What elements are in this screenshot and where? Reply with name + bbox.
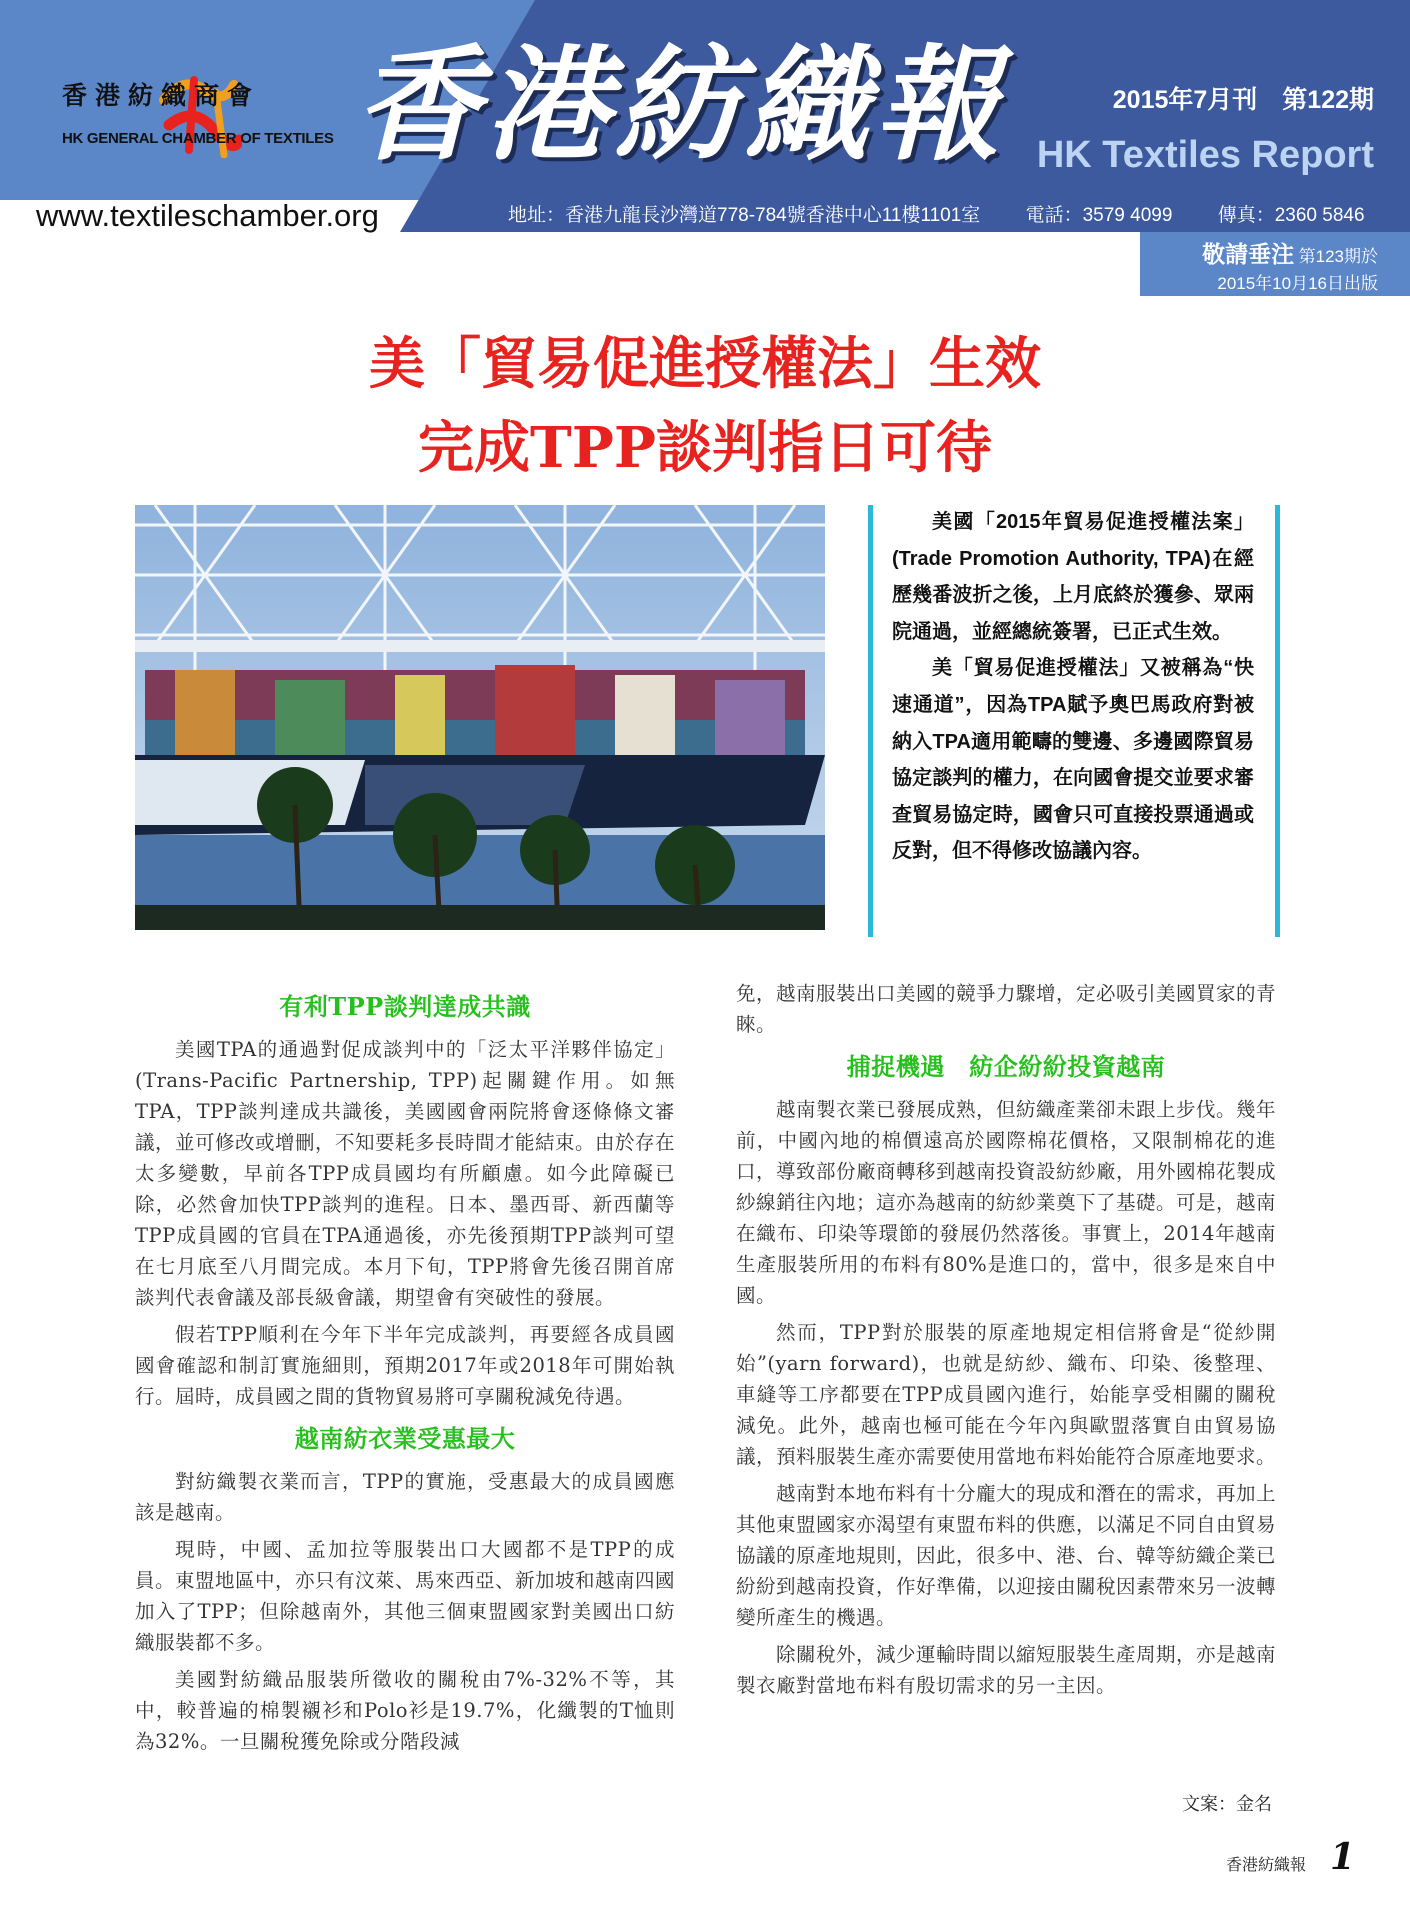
container-port-photo [135, 505, 825, 930]
article-paragraph: 然而，TPP對於服裝的原產地規定相信將會是“從紗開始”(yarn forward)，也就是紡紗、織布、印染、後整理、車縫等工序都要在TPP成員國內進行，始能享受相關的關稅減免。此外，越南也極可能在今年內與歐盟落實自由貿易協議，預料服裝生產亦需要使用當地布料始能符合原產地要求。 [736, 1321, 1277, 1468]
notice-line1: 第123期於 [1298, 247, 1378, 266]
page-number: 1 [1330, 1836, 1356, 1878]
fax-text: 傳真：2360 5846 [1217, 205, 1365, 226]
article-paragraph: 現時，中國、孟加拉等服裝出口大國都不是TPP的成員。東盟地區中，亦只有汶萊、馬來西亞、新加坡和越南四國加入了TPP；但除越南外，其他三個東盟國家對美國出口紡織服裝都不多。 [135, 1538, 676, 1654]
next-issue-notice [1118, 236, 1378, 296]
website-link[interactable]: www.textileschamber.org [36, 198, 379, 233]
masthead-title: 香港紡織報 [355, 33, 1006, 178]
footer-paper-name: 香港紡織報 [1226, 1855, 1307, 1874]
issue-label: 2015年7月刊 第122期 [1112, 86, 1374, 114]
headline-line2: 完成TPP談判指日可待 [418, 415, 992, 481]
section-heading-1: 有利TPP談判達成共識 [279, 992, 531, 1021]
logo-english-name: HK GENERAL CHAMBER OF TEXTILES [62, 130, 334, 147]
article-paragraph-continued: 免，越南服裝出口美國的競爭力驟增，定必吸引美國買家的青睞。 [736, 982, 1277, 1036]
headline-line1: 美「貿易促進授權法」生效 [369, 331, 1041, 397]
notice-label: 敬請垂注 [1202, 241, 1295, 267]
byline: 文案：金名 [1182, 1794, 1272, 1815]
article-column-left [135, 980, 675, 1763]
intro-right-bar [1275, 505, 1280, 937]
address-text: 地址：香港九龍長沙灣道778-784號香港中心11樓1101室 [508, 205, 981, 226]
intro-summary [892, 504, 1254, 870]
phone-text: 電話：3579 4099 [1025, 205, 1173, 226]
article-paragraph: 對紡織製衣業而言，TPP的實施，受惠最大的成員國應該是越南。 [135, 1470, 675, 1524]
logo-chinese-name: 香港紡織商會 [62, 81, 261, 110]
section-heading-2: 越南紡衣業受惠最大 [294, 1424, 516, 1453]
article-column-right [736, 978, 1276, 1707]
english-title: HK Textiles Report [1036, 134, 1374, 176]
article-paragraph: 假若TPP順利在今年下半年完成談判，再要經各成員國國會確認和制訂實施細則，預期2017年或2018年可開始執行。屆時，成員國之間的貨物貿易將可享關稅減免待遇。 [135, 1323, 675, 1408]
article-paragraph: 除關稅外，減少運輸時間以縮短服裝生產周期，亦是越南製衣廠對當地布料有殷切需求的另一主因。 [736, 1643, 1277, 1697]
article-paragraph: 越南製衣業已發展成熟，但紡織產業卻未跟上步伐。幾年前，中國內地的棉價遠高於國際棉花價格，又限制棉花的進口，導致部份廠商轉移到越南投資設紡紗廠，用外國棉花製成紗線銷往內地；這亦為越南的紡紗業奠下了基礎。可是，越南在織布、印染等環節的發展仍然落後。事實上，2014年越南生產服裝所用的布料有80%是進口的，當中，很多是來自中國。 [736, 1098, 1277, 1307]
article-paragraph: 越南對本地布料有十分龐大的現成和潛在的需求，再加上其他東盟國家亦渴望有東盟布料的供應，以滿足不同自由貿易協議的原產地規則，因此，很多中、港、台、韓等紡織企業已紛紛到越南投資，作好準備，以迎接由關稅因素帶來另一波轉變所產生的機遇。 [736, 1482, 1277, 1629]
intro-left-bar [868, 505, 873, 937]
contact-line [508, 200, 1365, 227]
headline [0, 322, 1410, 490]
section-heading-3: 捕捉機遇 紡企紛紛投資越南 [846, 1052, 1166, 1081]
article-paragraph: 美國TPA的通過對促成談判中的「泛太平洋夥伴協定」(Trans-Pacific Partnership, TPP)起關鍵作用。如無TPA，TPP談判達成共識後，美國國會兩院將會逐條條文審議，並可修改或增刪，不知要耗多長時間才能結束。由於存在太多變數，早前各TPP成員國均有所顧慮。如今此障礙已除，必然會加快TPP談判的進程。日本、墨西哥、新西蘭等TPP成員國的官員在TPA通過後，亦先後預期TPP談判可望在七月底至八月間完成。本月下旬，TPP將會先後召開首席談判代表會議及部長級會議，期望會有突破性的發展。 [135, 1038, 676, 1309]
article-paragraph: 美國對紡織品服裝所徵收的關稅由7%-32%不等，其中，較普遍的棉製襯衫和Polo衫是19.7%，化纖製的T恤則為32%。一旦關稅獲免除或分階段減 [135, 1668, 675, 1753]
intro-paragraph-1: 美國「2015年貿易促進授權法案」(Trade Promotion Authority, TPA)在經歷幾番波折之後，上月底終於獲參、眾兩院通過，並經總統簽署，已正式生效。 [892, 511, 1254, 643]
intro-paragraph-2: 美「貿易促進授權法」又被稱為“快速通道”，因為TPA賦予奧巴馬政府對被納入TPA適用範疇的雙邊、多邊國際貿易協定談判的權力，在向國會提交並要求審查貿易協定時，國會只可直接投票通過或反對，但不得修改協議內容。 [892, 657, 1254, 863]
chamber-logo [62, 70, 352, 160]
notice-line2: 2015年10月16日出版 [1217, 274, 1378, 293]
